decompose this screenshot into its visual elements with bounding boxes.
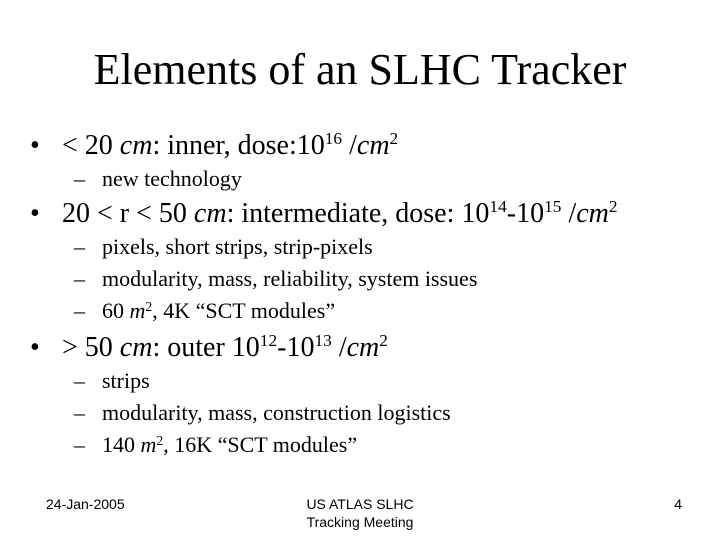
bullet-text: > 50 xyxy=(62,332,120,363)
unit-text: m xyxy=(129,298,146,323)
bullet-outer xyxy=(30,332,388,367)
footer-center-line1: US ATLAS SLHC xyxy=(306,496,414,512)
unit-text: cm xyxy=(346,332,380,363)
slide-title: Elements of an SLHC Tracker xyxy=(93,45,627,94)
unit-text: cm xyxy=(119,130,153,161)
dash-marker: – xyxy=(74,234,85,259)
sub-bullet xyxy=(74,234,373,260)
bullet-text: -10 xyxy=(506,198,545,229)
unit-text: cm xyxy=(193,198,227,229)
sub-bullet xyxy=(74,166,242,192)
sub-bullet-text: 140 xyxy=(102,432,141,457)
dash-marker: – xyxy=(74,432,85,457)
sub-bullet-text: modularity, mass, construction logistics xyxy=(102,400,451,425)
exponent: 14 xyxy=(489,197,507,217)
exponent: 16 xyxy=(324,129,343,149)
sub-bullet-text: strips xyxy=(102,368,150,393)
dash-marker: – xyxy=(74,400,85,425)
exponent: 13 xyxy=(314,331,332,351)
exponent: 2 xyxy=(608,197,618,217)
footer-center-line2: Tracking Meeting xyxy=(306,514,414,530)
bullet-text: / xyxy=(331,332,347,363)
bullet-text: < 20 xyxy=(62,130,120,161)
bullet-text: : inner, dose:10 xyxy=(152,130,325,161)
bullet-text: 20 < r < 50 xyxy=(62,198,194,229)
unit-text: cm xyxy=(119,332,153,363)
sub-bullet-text: new technology xyxy=(102,166,242,191)
footer-center xyxy=(280,495,440,531)
exponent: 2 xyxy=(145,298,153,314)
footer-page-number: 4 xyxy=(674,496,682,512)
dash-marker: – xyxy=(74,368,85,393)
footer-date: 24-Jan-2005 xyxy=(46,496,125,512)
sub-bullet-text: pixels, short strips, strip-pixels xyxy=(102,234,373,259)
exponent: 2 xyxy=(156,432,164,448)
sub-bullet-text: 60 xyxy=(102,298,130,323)
sub-bullet xyxy=(74,432,357,461)
bullet-text: / xyxy=(342,130,357,161)
unit-text: cm xyxy=(356,130,390,161)
bullet-marker: • xyxy=(30,332,40,363)
bullet-inner xyxy=(30,130,398,165)
bullet-text: -10 xyxy=(277,332,315,363)
sub-bullet-text: , 4K “SCT modules” xyxy=(152,298,336,323)
bullet-text: : outer 10 xyxy=(152,332,260,363)
bullet-text: / xyxy=(561,198,577,229)
sub-bullet xyxy=(74,266,477,292)
exponent: 2 xyxy=(389,129,399,149)
unit-text: m xyxy=(140,432,157,457)
sub-bullet xyxy=(74,368,150,394)
dash-marker: – xyxy=(74,298,85,323)
bullet-marker: • xyxy=(30,198,40,229)
exponent: 2 xyxy=(379,331,388,351)
sub-bullet-text: modularity, mass, reliability, system issues xyxy=(102,266,478,291)
exponent: 12 xyxy=(259,331,278,351)
sub-bullet-text: , 16K “SCT modules” xyxy=(163,432,358,457)
exponent: 15 xyxy=(544,197,562,217)
dash-marker: – xyxy=(74,166,85,191)
sub-bullet xyxy=(74,400,451,426)
dash-marker: – xyxy=(74,266,85,291)
bullet-intermediate xyxy=(30,198,618,233)
bullet-marker: • xyxy=(30,130,40,161)
bullet-text: : intermediate, dose: 10 xyxy=(226,198,490,229)
unit-text: cm xyxy=(576,198,609,229)
sub-bullet xyxy=(74,298,335,327)
